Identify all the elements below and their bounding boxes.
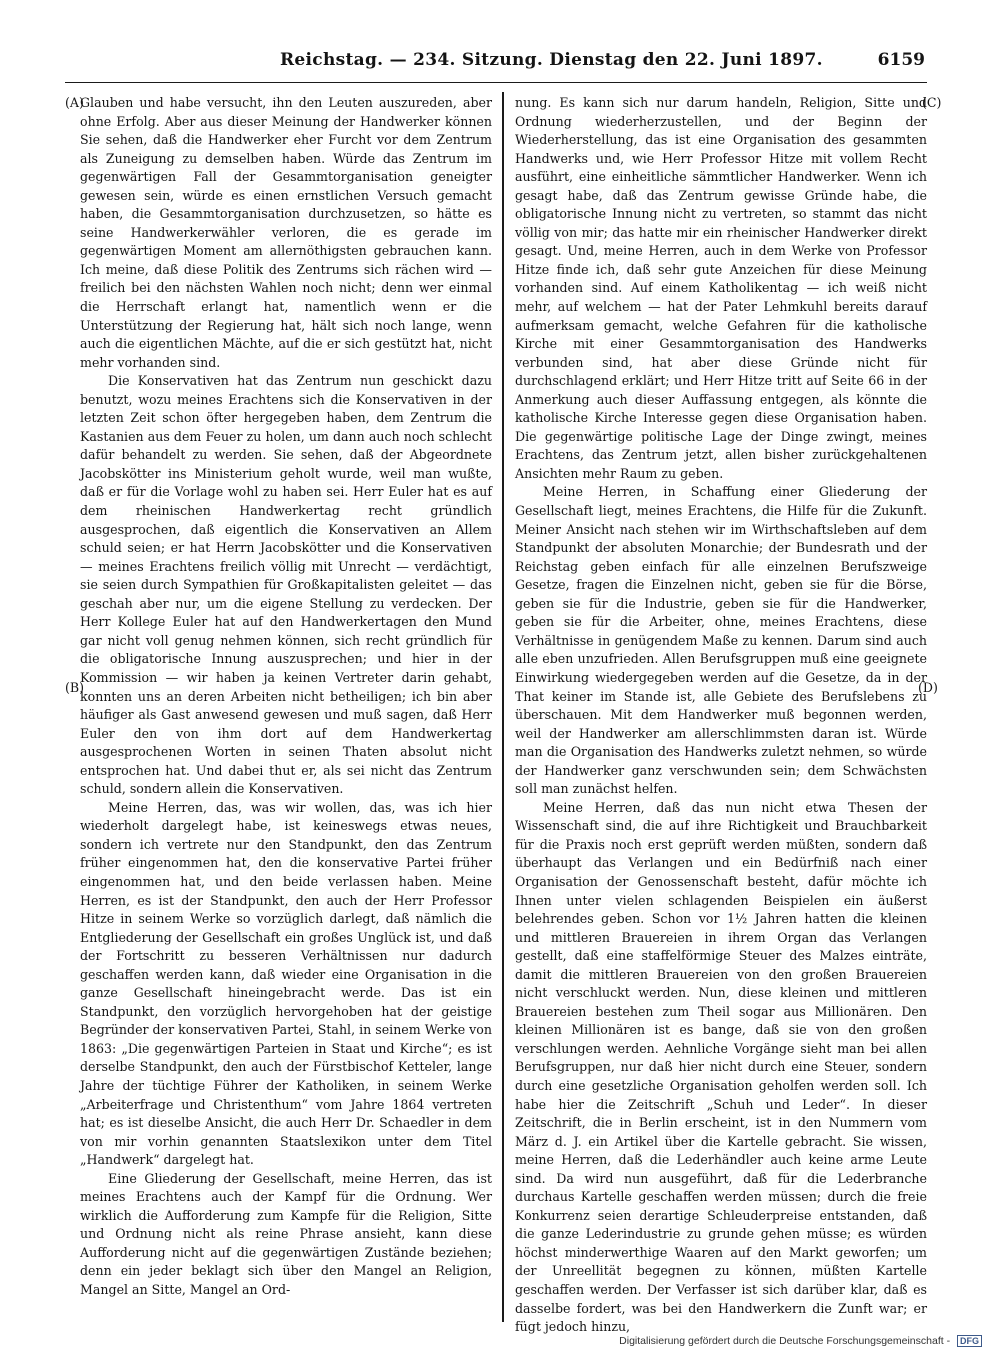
header-rule [65, 82, 927, 83]
paragraph: Meine Herren, das, was wir wollen, das, was ich hier wiederholt dargelegt habe, ist keineswegs etwas neues, sondern ich vertrete nur den Standpunkt, den das Zentrum früher eingenommen hat, den die konservative Partei früher eingenommen hat, und den beide verlassen haben. Meine Herren, es ist der Standpunkt, den auch der Herr Professor Hitze in seinem Werke so vorzüglich darlegt, daß nämlich die Entgliederung der Gesellschaft ein großes Unglück ist, und daß der Fortschritt zu besseren Verhältnissen nur dadurch geschaffen werden kann, daß wieder eine Organisation in die ganze Gesellschaft hineingebracht werde. Das ist ein Standpunkt, den vorzüglich hervorgehoben hat der geistige Begründer der konservativen Partei, Stahl, in seinem Werke von 1863: „Die gegenwärtigen Parteien in Staat und Kirche“; es ist derselbe Standpunkt, den auch der Fürstbischof Ketteler, lange Jahre der tüchtige Führer der Katholiken, in seinem Werke „Arbeiterfrage und Christenthum“ vom Jahre 1864 vertreten hat; es ist dieselbe Ansicht, die auch Herr Dr. Schaedler in dem von mir vorhin genannten Staatslexikon unter dem Titel „Handwerk“ dargelegt hat. [80, 799, 492, 1168]
paragraph: Meine Herren, in Schaffung einer Gliederung der Gesellschaft liegt, meines Erachtens, die Hilfe für die Zukunft. Meiner Ansicht nach stehen wir im Wirthschaftsleben auf dem Standpunkt der absoluten Monarchie; der Bundesrath und der Reichstag geben einfach für alle einzelnen Berufszweige Gesetze, fragen die Einzelnen nicht, geben sie für die Börse, geben sie für die Industrie, geben sie für die Handwerker, geben sie für die Arbeiter, ohne, meines Erachtens, diese Verhältnisse in genügendem Maße zu kennen. Darum sind auch alle eben unzufrieden. Allen Berufsgruppen muß eine geeignete Einwirkung wiedergegeben werden auf die Gesetze, da in der That keiner im Stande ist, alle Gebiete des Berufslebens zu überschauen. Mit dem Handwerker muß begonnen werden, weil der Handwerker am allerschlimmsten daran ist. Würde man die Organisation des Handwerks zuletzt nehmen, so würde der Handwerker ganz verschwunden sein; dem Schwächsten soll man zunächst helfen. [515, 484, 927, 797]
margin-marker-c: (C) [922, 95, 942, 110]
paragraph: Glauben und habe versucht, ihn den Leuten auszureden, aber ohne Erfolg. Aber aus dieser Meinung der Handwerker können Sie sehen, daß die Handwerker eher Furcht vor dem Zentrum als Zuneigung zu demselben haben. Würde das Zentrum im gegenwärtigen Fall der Gesammtorganisation geneigter gewesen sein, würde es einen ernstlichen Versuch gemacht haben, die Gesammtorganisation durchzusetzen, so hätte es seine Handwerkerwähler verloren, die es gerade im gegenwärtigen Moment am allernöthigsten gebrauchen kann. Ich meine, daß diese Politik des Zentrums sich rächen wird — freilich bei den nächsten Wahlen noch nicht; denn wer einmal die Herrschaft erlangt hat, namentlich wenn er die Unterstützung der Regierung hat, hält sich noch lange, wenn auch die eigentlichen Mächte, auf die er sich gestützt hat, nicht mehr vorhanden sind. [80, 95, 492, 370]
paragraph: Eine Gliederung der Gesellschaft, meine Herren, das ist meines Erachtens auch der Kampf für die Ordnung. Wer wirklich die Aufforderung zum Kampfe für die Religion, Sitte und Ordnung nicht als reine Phrase ansieht, kann diese Aufforderung nicht auf die gegenwärtigen Zustände beziehen; denn ein jeder beklagt sich über den Mangel an Religion, Mangel an Sitte, Mangel an Ord- [80, 1170, 492, 1297]
column-divider [502, 92, 504, 1322]
running-header [65, 50, 925, 82]
margin-marker-d: (D) [918, 680, 938, 695]
footer-text: Digitalisierung gefördert durch die Deutsche Forschungsgemeinschaft - [619, 1335, 951, 1347]
header-title: Reichstag. — 234. Sitzung. Dienstag den 22. Juni 1897. [280, 50, 823, 70]
page-number: 6159 [877, 50, 925, 70]
digitization-footer [619, 1335, 982, 1347]
left-column [80, 94, 492, 1300]
paragraph: nung. Es kann sich nur darum handeln, Religion, Sitte und Ordnung wiederherzustellen, und der Beginn der Wiederherstellung, das ist eine Organisation des gesammten Handwerks und, wie Herr Professor Hitze mit vollem Recht ausführt, eine einheitliche sämmtlicher Handwerker. Wenn ich gesagt habe, daß das Zentrum gewisse Gründe habe, die obligatorische Innung nicht zu vertreten, so stammt das nicht völlig von mir; das hatte mir ein rheinischer Handwerker direkt gesagt. Und, meine Herren, auch in dem Werke von Professor Hitze finde ich, daß sehr gute Anzeichen für diese Meinung vorhanden sind. Auf einem Katholikentag — ich weiß nicht mehr, auf welchem — hat der Pater Lehmkuhl bereits darauf aufmerksam gemacht, welche Gefahren für die katholische Kirche mit einer Gesammtorganisation des Handwerks verbunden sind, hat aber diese Gründe nicht für durchschlagend erklärt; und Herr Hitze tritt auf Seite 66 in der Anmerkung auch dieser Auffassung entgegen, als könnte die katholische Kirche Interesse gegen diese Organisation haben. Die gegenwärtige politische Lage der Dinge zwingt, meines Erachtens, das Zentrum jetzt, allen bisher zurückgehaltenen Ansichten mehr Raum zu geben. [515, 95, 927, 481]
margin-marker-a: (A) [65, 95, 84, 110]
margin-marker-b: (B) [65, 680, 85, 695]
paragraph: Die Konservativen hat das Zentrum nun geschickt dazu benutzt, wozu meines Erachtens sich die Konservativen in der letzten Zeit schon öfter hergegeben haben, dem Zentrum die Kastanien aus dem Feuer zu holen, um dann auch noch schlecht dafür behandelt zu werden. Sie sehen, daß der Abgeordnete Jacobskötter ins Ministerium geholt wurde, weil man wußte, daß er für die Vorlage wohl zu haben sei. Herr Euler hat es auf dem rheinischen Handwerkertag recht gründlich ausgesprochen, daß eigentlich die Konservativen an Allem schuld seien; er hat Herrn Jacobskötter und die Konservativen — meines Erachtens freilich völlig mit Unrecht — verdächtigt, sie seien durch Sympathien für Großkapitalisten geleitet — das geschah aber nur, um die eigene Stellung zu verdecken. Der Herr Kollege Euler hat auf den Handwerkertagen den Mund gar nicht voll genug nehmen können, sich recht gründlich für die obligatorische Innung auszusprechen; und hier in der Kommission — wir haben ja keinen Vertreter darin gehabt, konnten uns an deren Arbeiten nicht betheiligen; ich bin aber häufiger als Gast anwesend gewesen und muß sagen, daß Herr Euler den von ihm dort auf dem Handwerkertag ausgesprochenen Worten in seinen Thaten absolut nicht entsprochen hat. Und dabei thut er, als sei nicht das Zentrum schuld, sondern allein die Konservativen. [80, 373, 492, 797]
right-column [515, 94, 927, 1337]
paragraph: Meine Herren, daß das nun nicht etwa Thesen der Wissenschaft sind, die auf ihre Richtigkeit und Brauchbarkeit für die Praxis noch erst geprüft werden müßten, sondern daß überhaupt das Verlangen und ein Bedürfniß nach einer Organisation der Genossenschaft besteht, dafür möchte ich Ihnen unter vielen schlagenden Beispielen ein äußerst belehrendes geben. Schon vor 1½ Jahren hatten die kleinen und mittleren Brauereien in ihrem Organ das Verlangen gestellt, daß eine staffelförmige Steuer des Malzes einträte, damit die mittleren Brauereien von den großen Brauereien nicht verschluckt werden. Nun, diese kleinen und mittleren Brauereien bestehen zum Theil sogar aus Millionären. Den kleinen Millionären ist es bange, daß sie von den großen verschlungen werden. Aehnliche Vorgänge sieht man bei allen Berufsgruppen, nur daß hier nicht durch eine Steuer, sondern durch eine gesetzliche Organisation geholfen werden soll. Ich habe hier die Zeitschrift „Schuh und Leder“. In dieser Zeitschrift, die in Berlin erscheint, ist in den Nummern vom März d. J. ein Artikel über die Kartelle gebracht. Sie wissen, meine Herren, daß die Lederhändler auch keine arme Leute sind. Da wird nun ausgeführt, daß für die Lederbranche durchaus Kartelle geschaffen werden müssen; durch die freie Konkurrenz seien derartige Schleuderpreise entstanden, daß die ganze Lederindustrie zu grunde gehen müsse; es würden höchst minderwerthige Waaren auf den Markt geworfen; um der Unreellität begegnen zu können, müßten Kartelle geschaffen werden. Der Verfasser ist sich darüber klar, daß es dasselbe fordert, was bei den Handwerkern die Zunft war; er fügt jedoch hinzu, [515, 799, 927, 1335]
dfg-logo: DFG [957, 1335, 982, 1347]
